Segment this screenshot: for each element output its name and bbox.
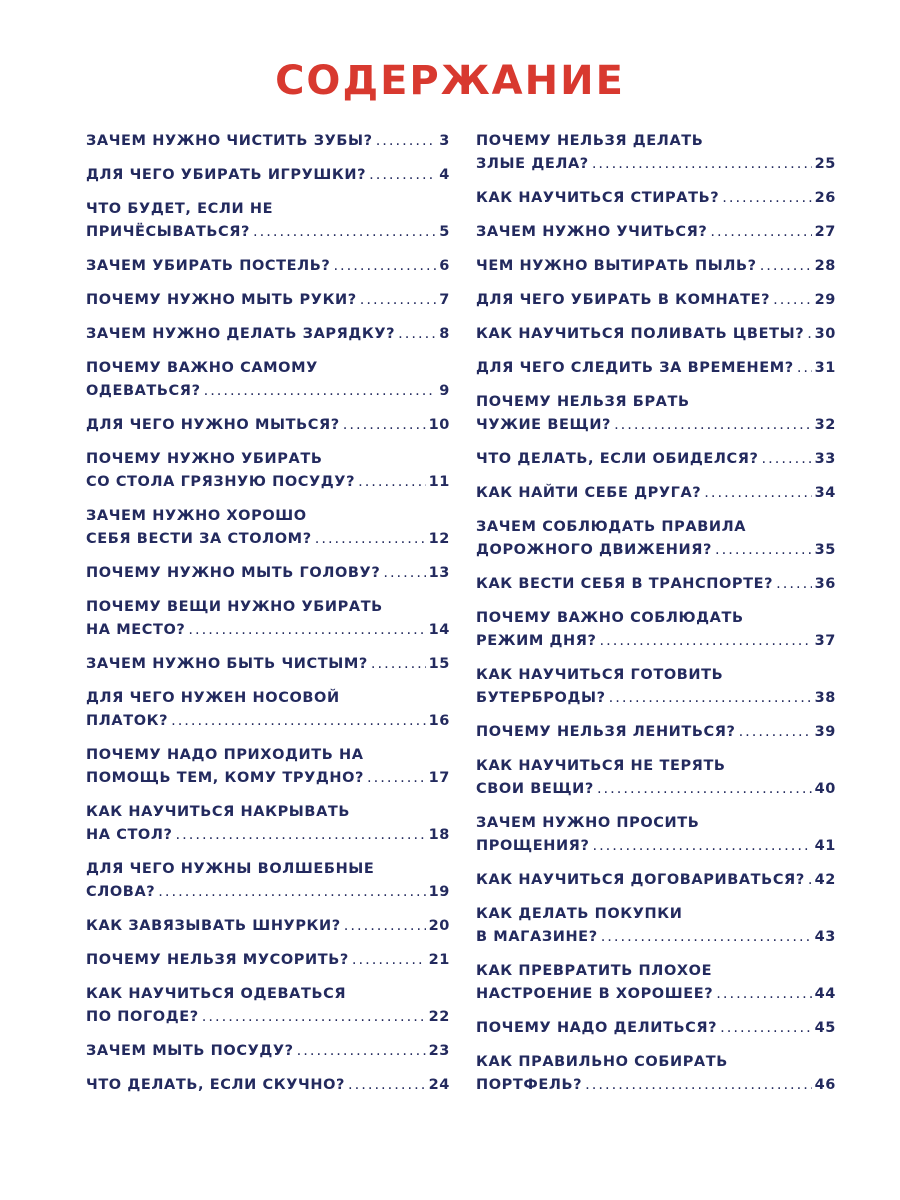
- toc-entry: [476, 130, 836, 176]
- toc-entry-title: ЗАЧЕМ НУЖНО УЧИТЬСЯ?: [476, 224, 708, 240]
- toc-entry-line: [86, 380, 450, 403]
- toc-entry-line: [86, 619, 450, 642]
- toc-entry-title: ОДЕВАТЬСЯ?: [86, 383, 201, 399]
- toc-entry-page-number: 41: [814, 838, 836, 854]
- dot-leader: [352, 949, 426, 972]
- toc-entry-line: [476, 721, 836, 744]
- toc-entry-title-line: ЗАЧЕМ НУЖНО ПРОСИТЬ: [476, 815, 700, 831]
- dot-leader: [715, 539, 812, 562]
- toc-entry-page-number: 33: [814, 451, 836, 467]
- toc-entry-title: ПЛАТОК?: [86, 713, 169, 729]
- dot-leader: [585, 1074, 811, 1097]
- toc-entry-title: ПОЧЕМУ НЕЛЬЗЯ ЛЕНИТЬСЯ?: [476, 724, 736, 740]
- toc-entry: [476, 721, 836, 744]
- toc-entry-title-line: ДЛЯ ЧЕГО НУЖЕН НОСОВОЙ: [86, 690, 340, 706]
- toc-entry-line: [476, 482, 836, 505]
- toc-entry-line: [476, 414, 836, 437]
- toc-entry-title: ЧТО ДЕЛАТЬ, ЕСЛИ ОБИДЕЛСЯ?: [476, 451, 759, 467]
- toc-entry: [476, 391, 836, 437]
- toc-entry-title: В МАГАЗИНЕ?: [476, 929, 598, 945]
- toc-entry-title: ЗАЧЕМ НУЖНО ЧИСТИТЬ ЗУБЫ?: [86, 133, 373, 149]
- toc-entry-page-number: 26: [814, 190, 836, 206]
- toc-entry-title: ЗАЧЕМ НУЖНО БЫТЬ ЧИСТЫМ?: [86, 656, 368, 672]
- dot-leader: [253, 221, 436, 244]
- toc-entry-title: ДЛЯ ЧЕГО УБИРАТЬ В КОМНАТЕ?: [476, 292, 771, 308]
- toc-entry-title: ПОЧЕМУ НАДО ДЕЛИТЬСЯ?: [476, 1020, 718, 1036]
- dot-leader: [343, 414, 426, 437]
- dot-leader: [760, 255, 812, 278]
- dot-leader: [376, 130, 437, 153]
- toc-entry-line: [476, 255, 836, 278]
- dot-leader: [398, 323, 436, 346]
- toc-entry-line: [476, 983, 836, 1006]
- toc-entry: [476, 573, 836, 596]
- toc-entry: [86, 1074, 450, 1097]
- toc-entry-title-line: ДЛЯ ЧЕГО НУЖНЫ ВОЛШЕБНЫЕ: [86, 861, 375, 877]
- toc-entry-title: КАК ЗАВЯЗЫВАТЬ ШНУРКИ?: [86, 918, 341, 934]
- dot-leader: [601, 926, 812, 949]
- toc-entry-line: [476, 221, 836, 244]
- toc-entry-line: [86, 289, 450, 312]
- toc-entry-title: ПРИЧЁСЫВАТЬСЯ?: [86, 224, 251, 240]
- toc-entry-title-line: КАК ДЕЛАТЬ ПОКУПКИ: [476, 906, 683, 922]
- toc-entry-line: [86, 1074, 450, 1097]
- toc-entry-page-number: 27: [814, 224, 836, 240]
- toc-entry: [476, 255, 836, 278]
- toc-entry-title-line: КАК НАУЧИТЬСЯ ОДЕВАТЬСЯ: [86, 986, 347, 1002]
- toc-entry-page-number: 20: [428, 918, 450, 934]
- toc-entry-line: [86, 881, 450, 904]
- toc-entry-title-line: ПОЧЕМУ ВАЖНО СОБЛЮДАТЬ: [476, 610, 744, 626]
- toc-entry-line: [86, 710, 450, 733]
- toc-entry: [476, 1017, 836, 1040]
- toc-entry-page-number: 6: [439, 258, 450, 274]
- toc-entry-page-number: 24: [428, 1077, 450, 1093]
- dot-leader: [171, 710, 426, 733]
- dot-leader: [808, 869, 812, 892]
- toc-entry: [476, 187, 836, 210]
- toc-entry-line: [476, 1017, 836, 1040]
- toc-entry: [476, 482, 836, 505]
- toc-entry-page-number: 44: [814, 986, 836, 1002]
- dot-leader: [344, 915, 426, 938]
- toc-entry-page-number: 35: [814, 542, 836, 558]
- toc-entry: [476, 960, 836, 1006]
- toc-entry-line: [476, 687, 836, 710]
- dot-leader: [348, 1074, 426, 1097]
- toc-entry-title-line: КАК НАУЧИТЬСЯ ГОТОВИТЬ: [476, 667, 724, 683]
- toc-entry-page-number: 4: [439, 167, 450, 183]
- toc-entry-line: [86, 323, 450, 346]
- toc-entry: [86, 744, 450, 790]
- dot-leader: [315, 528, 426, 551]
- toc-entry-title: ДЛЯ ЧЕГО НУЖНО МЫТЬСЯ?: [86, 417, 340, 433]
- toc-entry-line: [86, 130, 450, 153]
- toc-entry: [476, 448, 836, 471]
- toc-entry-page-number: 43: [814, 929, 836, 945]
- toc-entry-line: [476, 289, 836, 312]
- toc-entry: [86, 983, 450, 1029]
- toc-entry-line: [476, 573, 836, 596]
- toc-entry-line: [86, 528, 450, 551]
- toc-entry-page-number: 3: [439, 133, 450, 149]
- toc-entry-line: [86, 414, 450, 437]
- toc-entry-page-number: 15: [428, 656, 450, 672]
- toc-entry-page-number: 9: [439, 383, 450, 399]
- toc-entry-title: СЕБЯ ВЕСТИ ЗА СТОЛОМ?: [86, 531, 312, 547]
- toc-entry-page-number: 13: [428, 565, 450, 581]
- dot-leader: [710, 221, 811, 244]
- toc-entry-title: КАК НАУЧИТЬСЯ СТИРАТЬ?: [476, 190, 720, 206]
- toc-entry-title: ПО ПОГОДЕ?: [86, 1009, 199, 1025]
- toc-entry-page-number: 36: [814, 576, 836, 592]
- toc-entry-title: ЧУЖИЕ ВЕЩИ?: [476, 417, 612, 433]
- toc-entry-title: ЗАЧЕМ МЫТЬ ПОСУДУ?: [86, 1043, 294, 1059]
- toc-entry-title-line: ПОЧЕМУ НЕЛЬЗЯ ДЕЛАТЬ: [476, 133, 704, 149]
- toc-entry-title: КАК ВЕСТИ СЕБЯ В ТРАНСПОРТЕ?: [476, 576, 774, 592]
- toc-entry-line: [476, 357, 836, 380]
- toc-entry-page-number: 14: [428, 622, 450, 638]
- toc-entry-line: [476, 778, 836, 801]
- toc-entry-title-line: КАК ПРЕВРАТИТЬ ПЛОХОЕ: [476, 963, 713, 979]
- toc-entry: [86, 949, 450, 972]
- toc-entry: [476, 607, 836, 653]
- toc-entry-line: [86, 915, 450, 938]
- dot-leader: [369, 164, 436, 187]
- toc-entry-title-line: ПОЧЕМУ НУЖНО УБИРАТЬ: [86, 451, 323, 467]
- toc-entry-line: [476, 153, 836, 176]
- toc-entry-title-line: КАК ПРАВИЛЬНО СОБИРАТЬ: [476, 1054, 728, 1070]
- toc-entry-page-number: 18: [428, 827, 450, 843]
- toc-entry-title-line: ПОЧЕМУ НЕЛЬЗЯ БРАТЬ: [476, 394, 690, 410]
- toc-entry: [476, 289, 836, 312]
- toc-entry-line: [476, 869, 836, 892]
- toc-entry: [86, 562, 450, 585]
- toc-entry-page-number: 45: [814, 1020, 836, 1036]
- toc-entry-page-number: 21: [428, 952, 450, 968]
- dot-leader: [383, 562, 425, 585]
- dot-leader: [597, 778, 812, 801]
- toc-entry-page-number: 16: [428, 713, 450, 729]
- toc-entry-title: ПОЧЕМУ НУЖНО МЫТЬ РУКИ?: [86, 292, 357, 308]
- dot-leader: [204, 380, 437, 403]
- toc-entry-page-number: 46: [814, 1077, 836, 1093]
- toc-entry-title-line: ЗАЧЕМ НУЖНО ХОРОШО: [86, 508, 307, 524]
- toc-entry-page-number: 39: [814, 724, 836, 740]
- page-title: СОДЕРЖАНИЕ: [275, 58, 625, 104]
- toc-entry: [86, 164, 450, 187]
- dot-leader: [797, 357, 812, 380]
- dot-leader: [739, 721, 812, 744]
- dot-leader: [722, 187, 811, 210]
- toc-entry: [86, 1040, 450, 1063]
- dot-leader: [358, 471, 426, 494]
- toc-entry-page-number: 37: [814, 633, 836, 649]
- dot-leader: [297, 1040, 426, 1063]
- toc-entry-title: КАК НАУЧИТЬСЯ ДОГОВАРИВАТЬСЯ?: [476, 872, 805, 888]
- dot-leader: [614, 414, 812, 437]
- toc-entry-line: [86, 949, 450, 972]
- dot-leader: [592, 153, 812, 176]
- toc-entry-title: ПОРТФЕЛЬ?: [476, 1077, 583, 1093]
- toc-entry-line: [86, 221, 450, 244]
- toc-entry-page-number: 7: [439, 292, 450, 308]
- toc-entry-page-number: 29: [814, 292, 836, 308]
- toc-entry: [86, 801, 450, 847]
- dot-leader: [333, 255, 436, 278]
- dot-leader: [720, 1017, 811, 1040]
- toc-entry-title-line: КАК НАУЧИТЬСЯ НАКРЫВАТЬ: [86, 804, 351, 820]
- toc-entry-line: [86, 767, 450, 790]
- toc-entry-title: НА СТОЛ?: [86, 827, 173, 843]
- dot-leader: [609, 687, 812, 710]
- toc-entry: [86, 198, 450, 244]
- toc-entry-title: ПОЧЕМУ НЕЛЬЗЯ МУСОРИТЬ?: [86, 952, 349, 968]
- toc-entry-title-line: ЧТО БУДЕТ, ЕСЛИ НЕ: [86, 201, 274, 217]
- toc-entry-page-number: 31: [814, 360, 836, 376]
- toc-entry-title: СО СТОЛА ГРЯЗНУЮ ПОСУДУ?: [86, 474, 356, 490]
- toc-entry-page-number: 12: [428, 531, 450, 547]
- toc-entry-line: [476, 323, 836, 346]
- toc-entry: [476, 869, 836, 892]
- toc-entry-page-number: 28: [814, 258, 836, 274]
- toc-entry-title: НА МЕСТО?: [86, 622, 186, 638]
- toc-entry-line: [86, 824, 450, 847]
- toc-entry-title: СВОИ ВЕЩИ?: [476, 781, 594, 797]
- toc-entry: [476, 323, 836, 346]
- toc-entry-title: ЗЛЫЕ ДЕЛА?: [476, 156, 589, 172]
- toc-entry-title: КАК НАЙТИ СЕБЕ ДРУГА?: [476, 485, 702, 501]
- toc-entry-page-number: 34: [814, 485, 836, 501]
- toc-entry-title: ДЛЯ ЧЕГО СЛЕДИТЬ ЗА ВРЕМЕНЕМ?: [476, 360, 794, 376]
- toc-entry-title: ДОРОЖНОГО ДВИЖЕНИЯ?: [476, 542, 713, 558]
- toc-entry-line: [86, 255, 450, 278]
- toc-entry-page-number: 25: [814, 156, 836, 172]
- toc-entry: [476, 903, 836, 949]
- dot-leader: [360, 289, 437, 312]
- toc-entry: [86, 130, 450, 153]
- toc-entry-line: [86, 164, 450, 187]
- toc-entry-line: [476, 630, 836, 653]
- dot-leader: [158, 881, 425, 904]
- toc-entry-line: [86, 653, 450, 676]
- dot-leader: [371, 653, 426, 676]
- toc-entry-title: БУТЕРБРОДЫ?: [476, 690, 606, 706]
- toc-entry: [86, 915, 450, 938]
- toc-entry-title: ЧЕМ НУЖНО ВЫТИРАТЬ ПЫЛЬ?: [476, 258, 757, 274]
- dot-leader: [202, 1006, 426, 1029]
- toc-entry-title-line: ПОЧЕМУ НАДО ПРИХОДИТЬ НА: [86, 747, 364, 763]
- toc-entry-page-number: 8: [439, 326, 450, 342]
- toc-entry-title: КАК НАУЧИТЬСЯ ПОЛИВАТЬ ЦВЕТЫ?: [476, 326, 805, 342]
- toc-entry: [476, 812, 836, 858]
- toc-entry-title: НАСТРОЕНИЕ В ХОРОШЕЕ?: [476, 986, 714, 1002]
- toc-column-left: [86, 130, 450, 1108]
- toc-entry-line: [476, 448, 836, 471]
- toc-entry: [476, 221, 836, 244]
- dot-leader: [367, 767, 426, 790]
- toc-entry: [476, 664, 836, 710]
- toc-entry: [86, 448, 450, 494]
- dot-leader: [704, 482, 811, 505]
- toc-entry-title: ПОМОЩЬ ТЕМ, КОМУ ТРУДНО?: [86, 770, 365, 786]
- toc-entry-line: [86, 1040, 450, 1063]
- toc-entry-line: [86, 1006, 450, 1029]
- toc-entry-page-number: 38: [814, 690, 836, 706]
- toc-entry: [476, 755, 836, 801]
- toc-entry-title-line: КАК НАУЧИТЬСЯ НЕ ТЕРЯТЬ: [476, 758, 726, 774]
- toc-entry-title: СЛОВА?: [86, 884, 156, 900]
- toc-entry-title: ПОЧЕМУ НУЖНО МЫТЬ ГОЛОВУ?: [86, 565, 381, 581]
- dot-leader: [776, 573, 811, 596]
- dot-leader: [773, 289, 812, 312]
- toc-entry-title-line: ПОЧЕМУ ВАЖНО САМОМУ: [86, 360, 318, 376]
- toc-entry-title-line: ПОЧЕМУ ВЕЩИ НУЖНО УБИРАТЬ: [86, 599, 383, 615]
- toc-entry: [86, 687, 450, 733]
- toc-entry-page-number: 40: [814, 781, 836, 797]
- toc-entry-line: [86, 562, 450, 585]
- toc-entry-page-number: 30: [814, 326, 836, 342]
- toc-entry-line: [86, 471, 450, 494]
- toc-entry-page-number: 11: [428, 474, 450, 490]
- toc-entry: [476, 516, 836, 562]
- dot-leader: [807, 323, 811, 346]
- toc-entry-page-number: 19: [428, 884, 450, 900]
- toc-entry-title: ПРОЩЕНИЯ?: [476, 838, 590, 854]
- dot-leader: [176, 824, 426, 847]
- toc-column-right: [476, 130, 836, 1108]
- toc-entry: [86, 323, 450, 346]
- toc-entry: [86, 653, 450, 676]
- toc-entry-page-number: 10: [428, 417, 450, 433]
- toc-entry-page-number: 42: [814, 872, 836, 888]
- toc-entry: [86, 414, 450, 437]
- toc-entry: [86, 289, 450, 312]
- dot-leader: [600, 630, 812, 653]
- toc-entry: [86, 357, 450, 403]
- toc-entry-line: [476, 926, 836, 949]
- toc-entry-title-line: ЗАЧЕМ СОБЛЮДАТЬ ПРАВИЛА: [476, 519, 747, 535]
- dot-leader: [188, 619, 425, 642]
- dot-leader: [592, 835, 811, 858]
- toc-entry: [476, 1051, 836, 1097]
- toc-entry: [86, 858, 450, 904]
- dot-leader: [762, 448, 812, 471]
- toc-entry: [476, 357, 836, 380]
- toc-entry-line: [476, 835, 836, 858]
- toc-entry-page-number: 17: [428, 770, 450, 786]
- toc-entry-title: ЗАЧЕМ НУЖНО ДЕЛАТЬ ЗАРЯДКУ?: [86, 326, 396, 342]
- dot-leader: [716, 983, 811, 1006]
- toc-entry-title: РЕЖИМ ДНЯ?: [476, 633, 597, 649]
- toc-entry-page-number: 23: [428, 1043, 450, 1059]
- toc-entry-line: [476, 187, 836, 210]
- toc-entry-title: ЗАЧЕМ УБИРАТЬ ПОСТЕЛЬ?: [86, 258, 331, 274]
- toc-entry-page-number: 32: [814, 417, 836, 433]
- toc-entry-title: ЧТО ДЕЛАТЬ, ЕСЛИ СКУЧНО?: [86, 1077, 346, 1093]
- toc-entry-title: ДЛЯ ЧЕГО УБИРАТЬ ИГРУШКИ?: [86, 167, 367, 183]
- toc-entry-page-number: 5: [439, 224, 450, 240]
- toc-entry-line: [476, 1074, 836, 1097]
- toc-entry: [86, 596, 450, 642]
- toc-entry-page-number: 22: [428, 1009, 450, 1025]
- toc-entry: [86, 505, 450, 551]
- toc-entry-line: [476, 539, 836, 562]
- toc-entry: [86, 255, 450, 278]
